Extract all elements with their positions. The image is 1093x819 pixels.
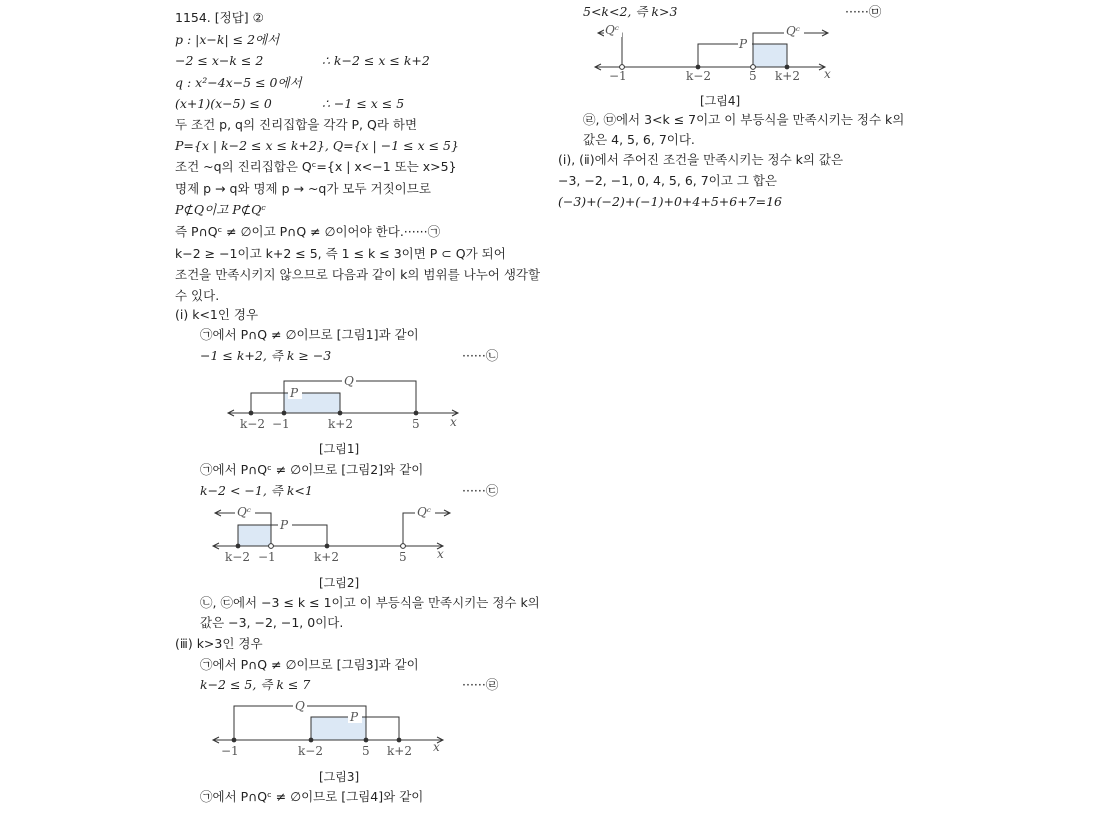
fig3-point-k-minus-2	[309, 738, 314, 743]
marker-2: ······㉡	[462, 348, 499, 363]
fig3-tick-k-plus-2: k+2	[387, 744, 412, 758]
fig2-tick-5: 5	[399, 550, 407, 564]
r-line-3: 값은 4, 5, 6, 7이다.	[583, 132, 695, 147]
line-21: k−2 < −1, 즉 k<1	[200, 483, 313, 498]
line-5: (x+1)(x−5) ≤ 0	[175, 96, 272, 111]
fig2-tick-minus-1: −1	[258, 550, 276, 564]
fig4-tick-k-minus-2: k−2	[686, 69, 711, 83]
fig1-tick-5: 5	[412, 417, 420, 431]
fig4-p-label: P	[739, 37, 748, 51]
fig3-tick-k-minus-2: k−2	[298, 744, 323, 758]
fig1-tick-minus-1: −1	[272, 417, 290, 431]
fig1-point-k-plus-2	[338, 411, 343, 416]
fig3-p-label: P	[350, 710, 359, 724]
fig2-point-k-minus-2	[236, 544, 241, 549]
line-14: 조건을 만족시키지 않으므로 다음과 같이 k의 범위를 나누어 생각할	[175, 267, 541, 282]
fig1-p-label: P	[290, 386, 299, 400]
line-6: ∴ −1 ≤ x ≤ 5	[322, 96, 405, 111]
line-26: ㉠에서 P∩Q ≠ ∅이므로 [그림3]과 같이	[200, 657, 419, 672]
line-4: q : x²−4x−5 ≤ 0에서	[175, 75, 302, 90]
fig2-overlap-fill	[238, 525, 271, 546]
fig1-tick-k-plus-2: k+2	[328, 417, 353, 431]
r-line-4: (ⅰ), (ⅱ)에서 주어진 조건을 만족시키는 정수 k의 값은	[558, 152, 844, 167]
line-8: P={x | k−2 ≤ x ≤ k+2}, Q={x | −1 ≤ x ≤ 5}	[175, 138, 459, 153]
fig3-q-label: Q	[295, 699, 305, 713]
fig1-q-label: Q	[344, 374, 354, 388]
fig3-point-k-plus-2	[397, 738, 402, 743]
fig2-point-minus-1	[269, 544, 274, 549]
marker-5: ······㉤	[845, 4, 882, 19]
r-line-1: 5<k<2, 즉 k>3	[583, 4, 678, 19]
fig2-point-5	[401, 544, 406, 549]
figure-2	[205, 503, 455, 565]
fig4-tick-5: 5	[749, 69, 757, 83]
line-18: −1 ≤ k+2, 즉 k ≥ −3	[200, 348, 332, 363]
line-9: 조건 ~q의 진리집합은 Qᶜ={x | x<−1 또는 x>5}	[175, 159, 457, 174]
line-24: 값은 −3, −2, −1, 0이다.	[200, 615, 344, 630]
line-2: −2 ≤ x−k ≤ 2	[175, 53, 264, 68]
line-10: 명제 p → q와 명제 p → ~q가 모두 거짓이므로	[175, 181, 431, 196]
line-1: p : |x−k| ≤ 2에서	[175, 32, 280, 47]
figure-4	[590, 22, 840, 84]
figure-3	[205, 696, 455, 760]
figure-3-caption: [그림3]	[319, 770, 360, 784]
fig3-axis-x: x	[433, 740, 440, 754]
fig2-tick-k-plus-2: k+2	[314, 550, 339, 564]
r-line-2: ㉣, ㉤에서 3<k ≤ 7이고 이 부등식을 만족시키는 정수 k의	[583, 112, 905, 127]
fig2-tick-k-minus-2: k−2	[225, 550, 250, 564]
fig1-tick-k-minus-2: k−2	[240, 417, 265, 431]
fig3-tick-minus-1: −1	[221, 744, 239, 758]
line-13: k−2 ≥ −1이고 k+2 ≤ 5, 즉 1 ≤ k ≤ 3이면 P ⊂ Q가 되어	[175, 246, 506, 261]
case-1-heading: (ⅰ) k<1인 경우	[175, 307, 259, 322]
fig1-point-5	[414, 411, 419, 416]
line-29: ㉠에서 P∩Qᶜ ≠ ∅이므로 [그림4]와 같이	[200, 789, 424, 804]
fig2-qc-left-label: Qᶜ	[237, 505, 252, 519]
fig1-axis-x: x	[450, 415, 457, 429]
fig2-p-label: P	[280, 518, 289, 532]
marker-3: ······㉢	[462, 483, 499, 498]
fig4-axis-x: x	[824, 67, 831, 81]
figure-4-caption: [그림4]	[700, 94, 741, 108]
r-line-6: (−3)+(−2)+(−1)+0+4+5+6+7=16	[558, 194, 782, 209]
figure-2-caption: [그림2]	[319, 576, 360, 590]
fig4-tick-minus-1: −1	[609, 69, 627, 83]
line-7: 두 조건 p, q의 진리집합을 각각 P, Q라 하면	[175, 117, 418, 132]
figure-1	[220, 372, 470, 434]
line-23: ㉡, ㉢에서 −3 ≤ k ≤ 1이고 이 부등식을 만족시키는 정수 k의	[200, 595, 540, 610]
case-3-heading: (ⅲ) k>3인 경우	[175, 636, 263, 651]
fig3-point-minus-1	[232, 738, 237, 743]
fig1-point-k-minus-2	[249, 411, 254, 416]
r-line-5: −3, −2, −1, 0, 4, 5, 6, 7이고 그 합은	[558, 173, 777, 188]
fig4-qc-left-label: Qᶜ	[605, 23, 620, 37]
fig4-overlap-fill	[753, 44, 787, 67]
fig2-axis-x: x	[437, 547, 444, 561]
fig2-point-k-plus-2	[325, 544, 330, 549]
line-15: 수 있다.	[175, 288, 220, 303]
marker-4: ······㉣	[462, 677, 499, 692]
line-12: 즉 P∩Qᶜ ≠ ∅이고 P∩Q ≠ ∅이어야 한다.······㉠	[175, 224, 441, 239]
fig4-qc-left	[598, 33, 622, 67]
figure-1-caption: [그림1]	[319, 442, 360, 456]
line-11: P⊄Q이고 P⊄Qᶜ	[175, 202, 266, 217]
line-27: k−2 ≤ 5, 즉 k ≤ 7	[200, 677, 311, 692]
fig3-point-5	[364, 738, 369, 743]
answer-header: 1154. [정답] ②	[175, 10, 264, 25]
fig1-point-minus-1	[282, 411, 287, 416]
line-3: ∴ k−2 ≤ x ≤ k+2	[322, 53, 430, 68]
fig4-tick-k-plus-2: k+2	[775, 69, 800, 83]
fig4-qc-right-label: Qᶜ	[786, 24, 801, 38]
fig2-qc-right-label: Qᶜ	[417, 505, 432, 519]
line-17: ㉠에서 P∩Q ≠ ∅이므로 [그림1]과 같이	[200, 327, 419, 342]
line-20: ㉠에서 P∩Qᶜ ≠ ∅이므로 [그림2]와 같이	[200, 462, 424, 477]
fig3-tick-5: 5	[362, 744, 370, 758]
